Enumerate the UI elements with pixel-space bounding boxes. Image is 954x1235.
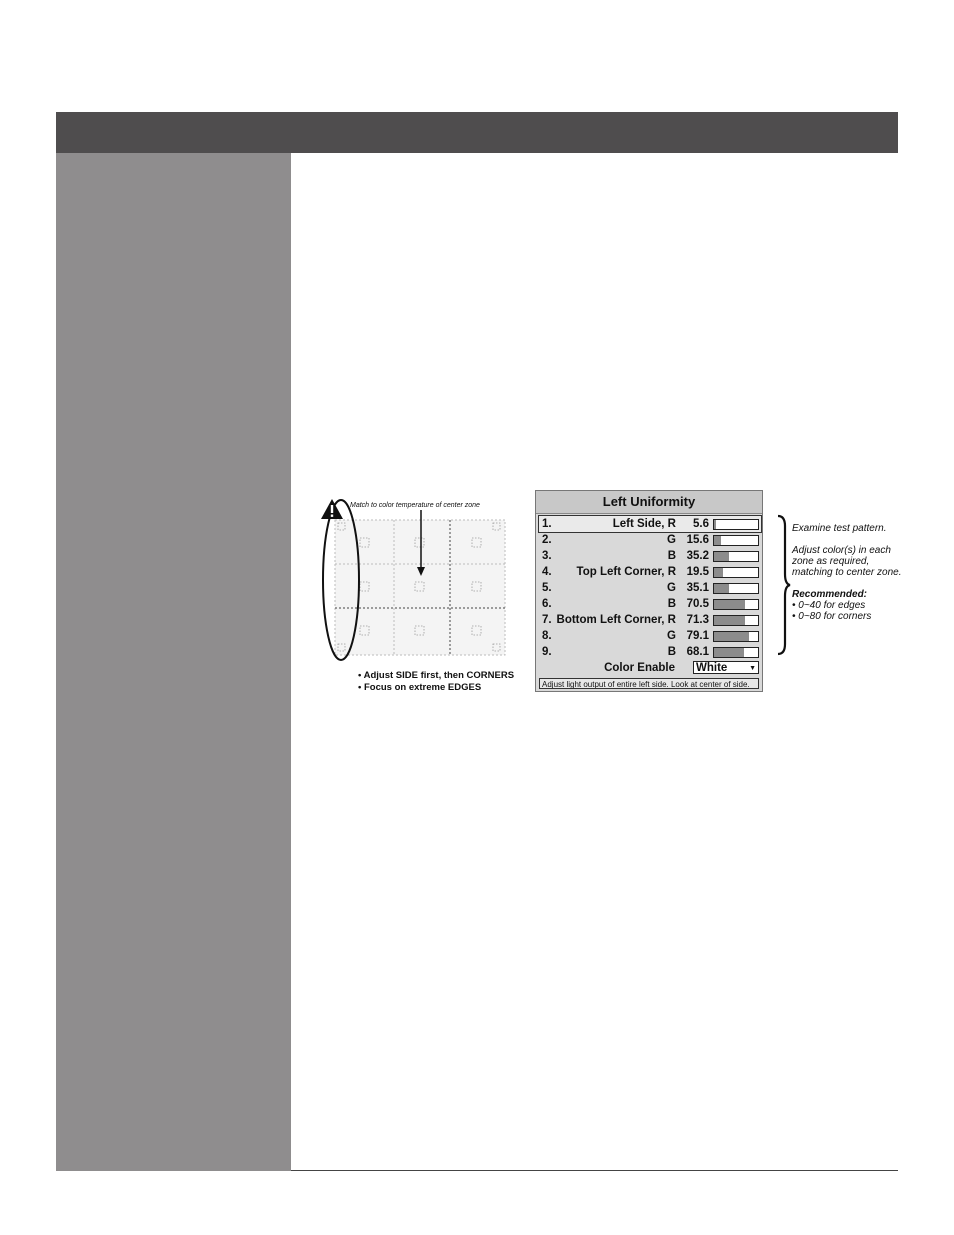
- header-bar: [56, 112, 898, 153]
- warning-icon: [320, 498, 344, 520]
- level-slider-fill: [714, 584, 729, 593]
- row-value: 79.1: [686, 630, 709, 642]
- level-slider[interactable]: [713, 615, 759, 626]
- curly-brace-icon: [775, 514, 791, 656]
- menu-row[interactable]: [539, 548, 761, 564]
- row-number: 5.: [542, 582, 552, 594]
- row-value: 35.1: [686, 582, 709, 594]
- menu-title: Left Uniformity: [536, 491, 762, 514]
- row-label: G: [667, 582, 676, 594]
- row-number: 4.: [542, 566, 552, 578]
- note-examine: Examine test pattern.: [792, 523, 887, 534]
- test-pattern-diagram: [320, 498, 525, 698]
- row-value: 19.5: [686, 566, 709, 578]
- level-slider-fill: [714, 568, 723, 577]
- level-slider[interactable]: [713, 583, 759, 594]
- menu-row[interactable]: [539, 644, 761, 660]
- color-enable-row[interactable]: [539, 660, 761, 676]
- menu-row[interactable]: [539, 628, 761, 644]
- row-label: Bottom Left Corner, R: [556, 614, 676, 626]
- row-number: 6.: [542, 598, 552, 610]
- row-number: 2.: [542, 534, 552, 546]
- pattern-caption: Match to color temperature of center zone: [350, 502, 480, 509]
- row-value: 70.5: [686, 598, 709, 610]
- recommended-edges: • 0~40 for edges: [792, 600, 866, 611]
- recommended-corners: • 0~80 for corners: [792, 611, 872, 622]
- level-slider[interactable]: [713, 599, 759, 610]
- row-number: 1.: [542, 518, 552, 530]
- row-value: 68.1: [686, 646, 709, 658]
- adjust-note-line: • Focus on extreme EDGES: [358, 682, 482, 693]
- row-label: B: [667, 646, 676, 658]
- row-number: 7.: [542, 614, 552, 626]
- dropdown-arrow-icon: ▼: [749, 665, 756, 672]
- row-number: 9.: [542, 646, 552, 658]
- menu-row[interactable]: [539, 564, 761, 580]
- row-value: 35.2: [686, 550, 709, 562]
- note-adjust: Adjust color(s) in each zone as required, matching to center zone.: [792, 545, 902, 578]
- menu-row[interactable]: [539, 580, 761, 596]
- test-pattern-grid: [320, 498, 525, 698]
- level-slider[interactable]: [713, 551, 759, 562]
- level-slider[interactable]: [713, 647, 759, 658]
- side-notes: [792, 523, 902, 622]
- adjust-note-line: • Adjust SIDE first, then CORNERS: [358, 670, 515, 681]
- row-number: 3.: [542, 550, 552, 562]
- row-value: 5.6: [693, 518, 709, 530]
- row-label: G: [667, 534, 676, 546]
- row-number: 8.: [542, 630, 552, 642]
- footer-rule: [291, 1170, 898, 1171]
- sidebar-panel: [56, 153, 291, 1171]
- level-slider-fill: [714, 520, 716, 529]
- level-slider-fill: [714, 600, 745, 609]
- row-value: 15.6: [686, 534, 709, 546]
- row-label: B: [667, 550, 676, 562]
- level-slider[interactable]: [713, 567, 759, 578]
- color-enable-label: Color Enable: [604, 662, 675, 674]
- row-label: Top Left Corner, R: [576, 566, 676, 578]
- row-label: Left Side, R: [612, 518, 676, 530]
- menu-row[interactable]: [539, 596, 761, 612]
- menu-help-text: Adjust light output of entire left side. Look at center of side.: [539, 678, 759, 689]
- row-value: 71.3: [686, 614, 709, 626]
- left-uniformity-menu: [535, 490, 763, 692]
- color-enable-select[interactable]: [693, 661, 759, 674]
- level-slider-fill: [714, 632, 749, 641]
- level-slider-fill: [714, 648, 744, 657]
- level-slider[interactable]: [713, 535, 759, 546]
- level-slider-fill: [714, 616, 745, 625]
- level-slider[interactable]: [713, 631, 759, 642]
- adjust-note: [358, 670, 514, 694]
- menu-row[interactable]: [539, 612, 761, 628]
- menu-row[interactable]: [539, 532, 761, 548]
- level-slider-fill: [714, 536, 721, 545]
- color-enable-value: White: [696, 662, 728, 674]
- level-slider[interactable]: [713, 519, 759, 530]
- row-label: B: [667, 598, 676, 610]
- menu-row[interactable]: [539, 516, 761, 532]
- level-slider-fill: [714, 552, 729, 561]
- row-label: G: [667, 630, 676, 642]
- recommended-title: Recommended:: [792, 589, 868, 600]
- menu-rows: [539, 516, 761, 676]
